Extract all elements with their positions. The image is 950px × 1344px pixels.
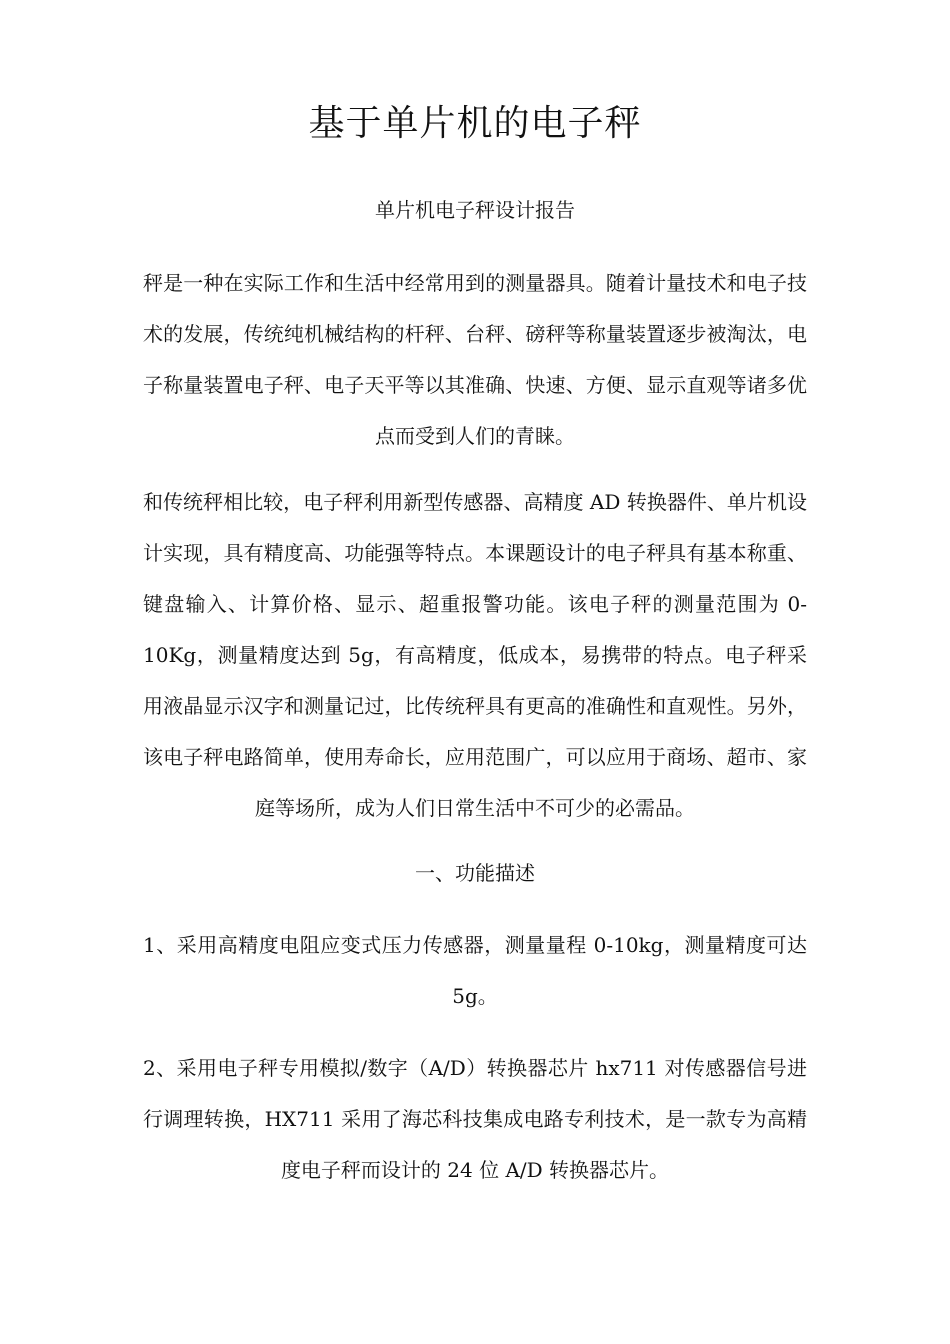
intro-paragraph: 秤是一种在实际工作和生活中经常用到的测量器具。随着计量技术和电子技术的发展，传统纯机械结构的杆秤、台秤、磅秤等称量装置逐步被淘汰，电子称量装置电子秤、电子天平等以其准确、快速、方便、显示直观等诸多优点而受到人们的青睐。: [143, 271, 807, 448]
feature-item: 2、采用电子秤专用模拟/数字（A/D）转换器芯片 hx711 对传感器信号进行调理转换，HX711 采用了海芯科技集成电路专利技术，是一款专为高精度电子秤而设计的 24 位 A/D 转换器芯片。: [143, 1056, 807, 1182]
feature-item: 1、采用高精度电阻应变式压力传感器，测量量程 0-10kg，测量精度可达 5g。: [143, 933, 807, 1008]
document-subtitle: 单片机电子秤设计报告: [375, 198, 575, 222]
intro-paragraph: 和传统秤相比较，电子秤利用新型传感器、高精度 AD 转换器件、单片机设计实现，具有精度高、功能强等特点。本课题设计的电子秤具有基本称重、键盘输入、计算价格、显示、超重报警功能。该电子秤的测量范围为 0-10Kg，测量精度达到 5g，有高精度，低成本，易携带的特点。电子秤采用液晶显示汉字和测量记过，比传统秤具有更高的准确性和直观性。另外，该电子秤电路简单，使用寿命长，应用范围广，可以应用于商场、超市、家庭等场所，成为人们日常生活中不可少的必需品。: [143, 490, 807, 820]
document-title: 基于单片机的电子秤: [308, 103, 642, 144]
section-heading: 一、功能描述: [415, 861, 535, 885]
